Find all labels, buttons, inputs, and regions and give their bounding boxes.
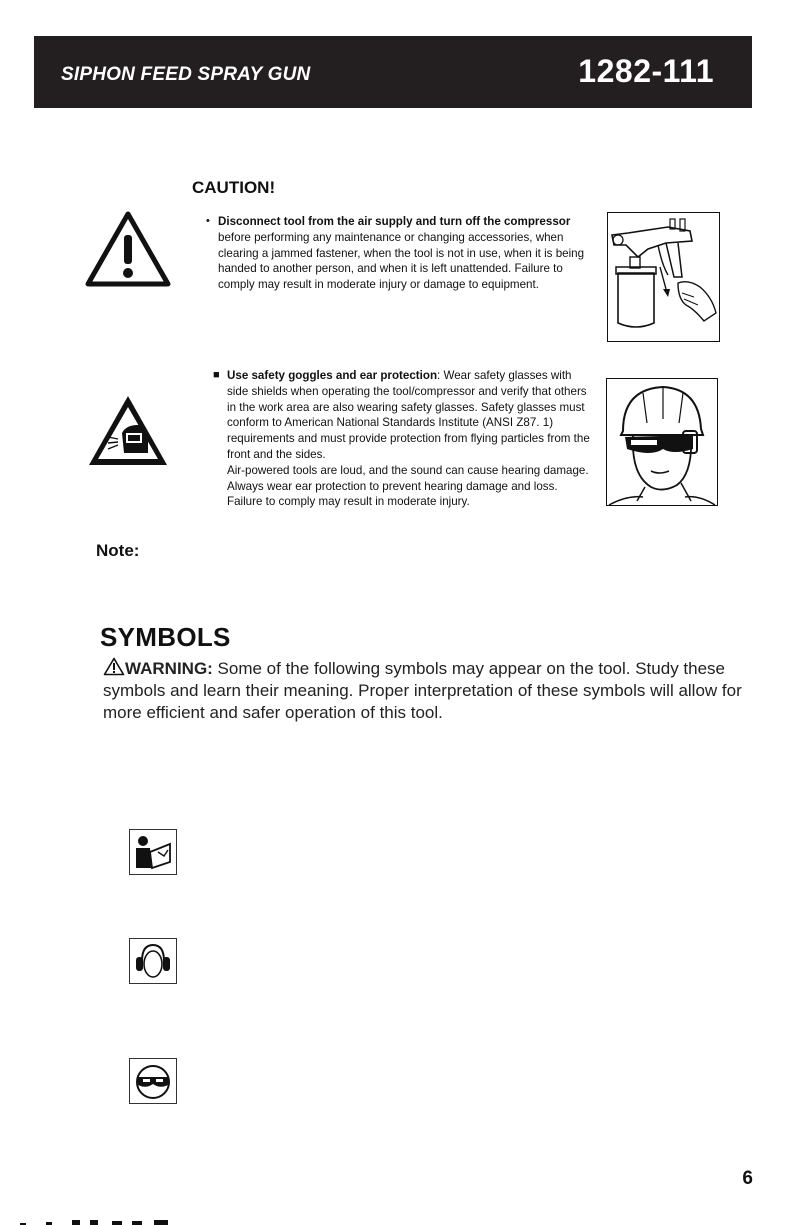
page-number: 6: [742, 1168, 753, 1189]
safety-bullet-text: : Wear safety glasses with side shields when operating the tool/compressor and verify that others in the work area are also wearing safety glasses. Safety glasses must conform to American National Standards Institute (ANSI Z87. 1) requirements and must provide protection from flying particles from the front and the sides.: [227, 369, 590, 461]
safety-bullet-bold: Use safety goggles and ear protection: [227, 369, 438, 382]
safety-bullet-text-2: Air-powered tools are loud, and the sound can cause hearing damage. Always wear ear protection to prevent hearing damage and loss. Failure to comply may result in moderate injury.: [227, 463, 589, 509]
safety-bullet: [213, 368, 595, 510]
symbol-eye-protection: [129, 1058, 177, 1104]
warning-exclamation-triangle-icon: [84, 210, 172, 288]
warning-triangle-icon: [103, 657, 125, 676]
face-shield-warning-icon: [86, 393, 170, 469]
symbols-intro-paragraph: [103, 657, 743, 724]
caution-bullet-text: before performing any maintenance or changing accessories, when clearing a jammed fastener, when the tool is not in use, when it is being handed to another person, and when it is left unattended. Failure to comply may result in moderate injury or damage to equipment.: [218, 230, 585, 292]
caution-bullet: [206, 214, 590, 293]
warning-label: WARNING:: [125, 659, 213, 678]
eye-protection-icon: [130, 1059, 176, 1103]
model-number: 1282-111: [578, 53, 714, 89]
caution-bullet-bold: Disconnect tool from the air supply and turn off the compressor: [218, 215, 571, 228]
goggles-earmuffs-illustration: [606, 378, 718, 506]
person-with-safety-gear-drawing: [607, 379, 717, 505]
spray-gun-illustration: [607, 212, 720, 342]
read-manual-icon: [130, 830, 176, 874]
bullet-dot: •: [206, 215, 210, 227]
note-label: Note:: [96, 541, 140, 560]
document-title: SIPHON FEED SPRAY GUN: [61, 64, 311, 85]
page-header: [34, 36, 752, 108]
symbol-ear-protection: [129, 938, 177, 984]
symbol-read-manual: [129, 829, 177, 875]
ear-protection-icon: [130, 939, 176, 983]
bullet-square: ■: [213, 369, 220, 381]
spray-gun-drawing: [608, 213, 719, 341]
symbols-heading: SYMBOLS: [100, 622, 231, 652]
caution-heading: CAUTION!: [192, 178, 276, 197]
cropped-footer-marks: [20, 1216, 180, 1225]
symbols-intro-text: Some of the following symbols may appear on the tool. Study these symbols and learn their meaning. Proper interpretation of these symbols will allow for more efficient and safer operation of this tool.: [103, 659, 742, 722]
